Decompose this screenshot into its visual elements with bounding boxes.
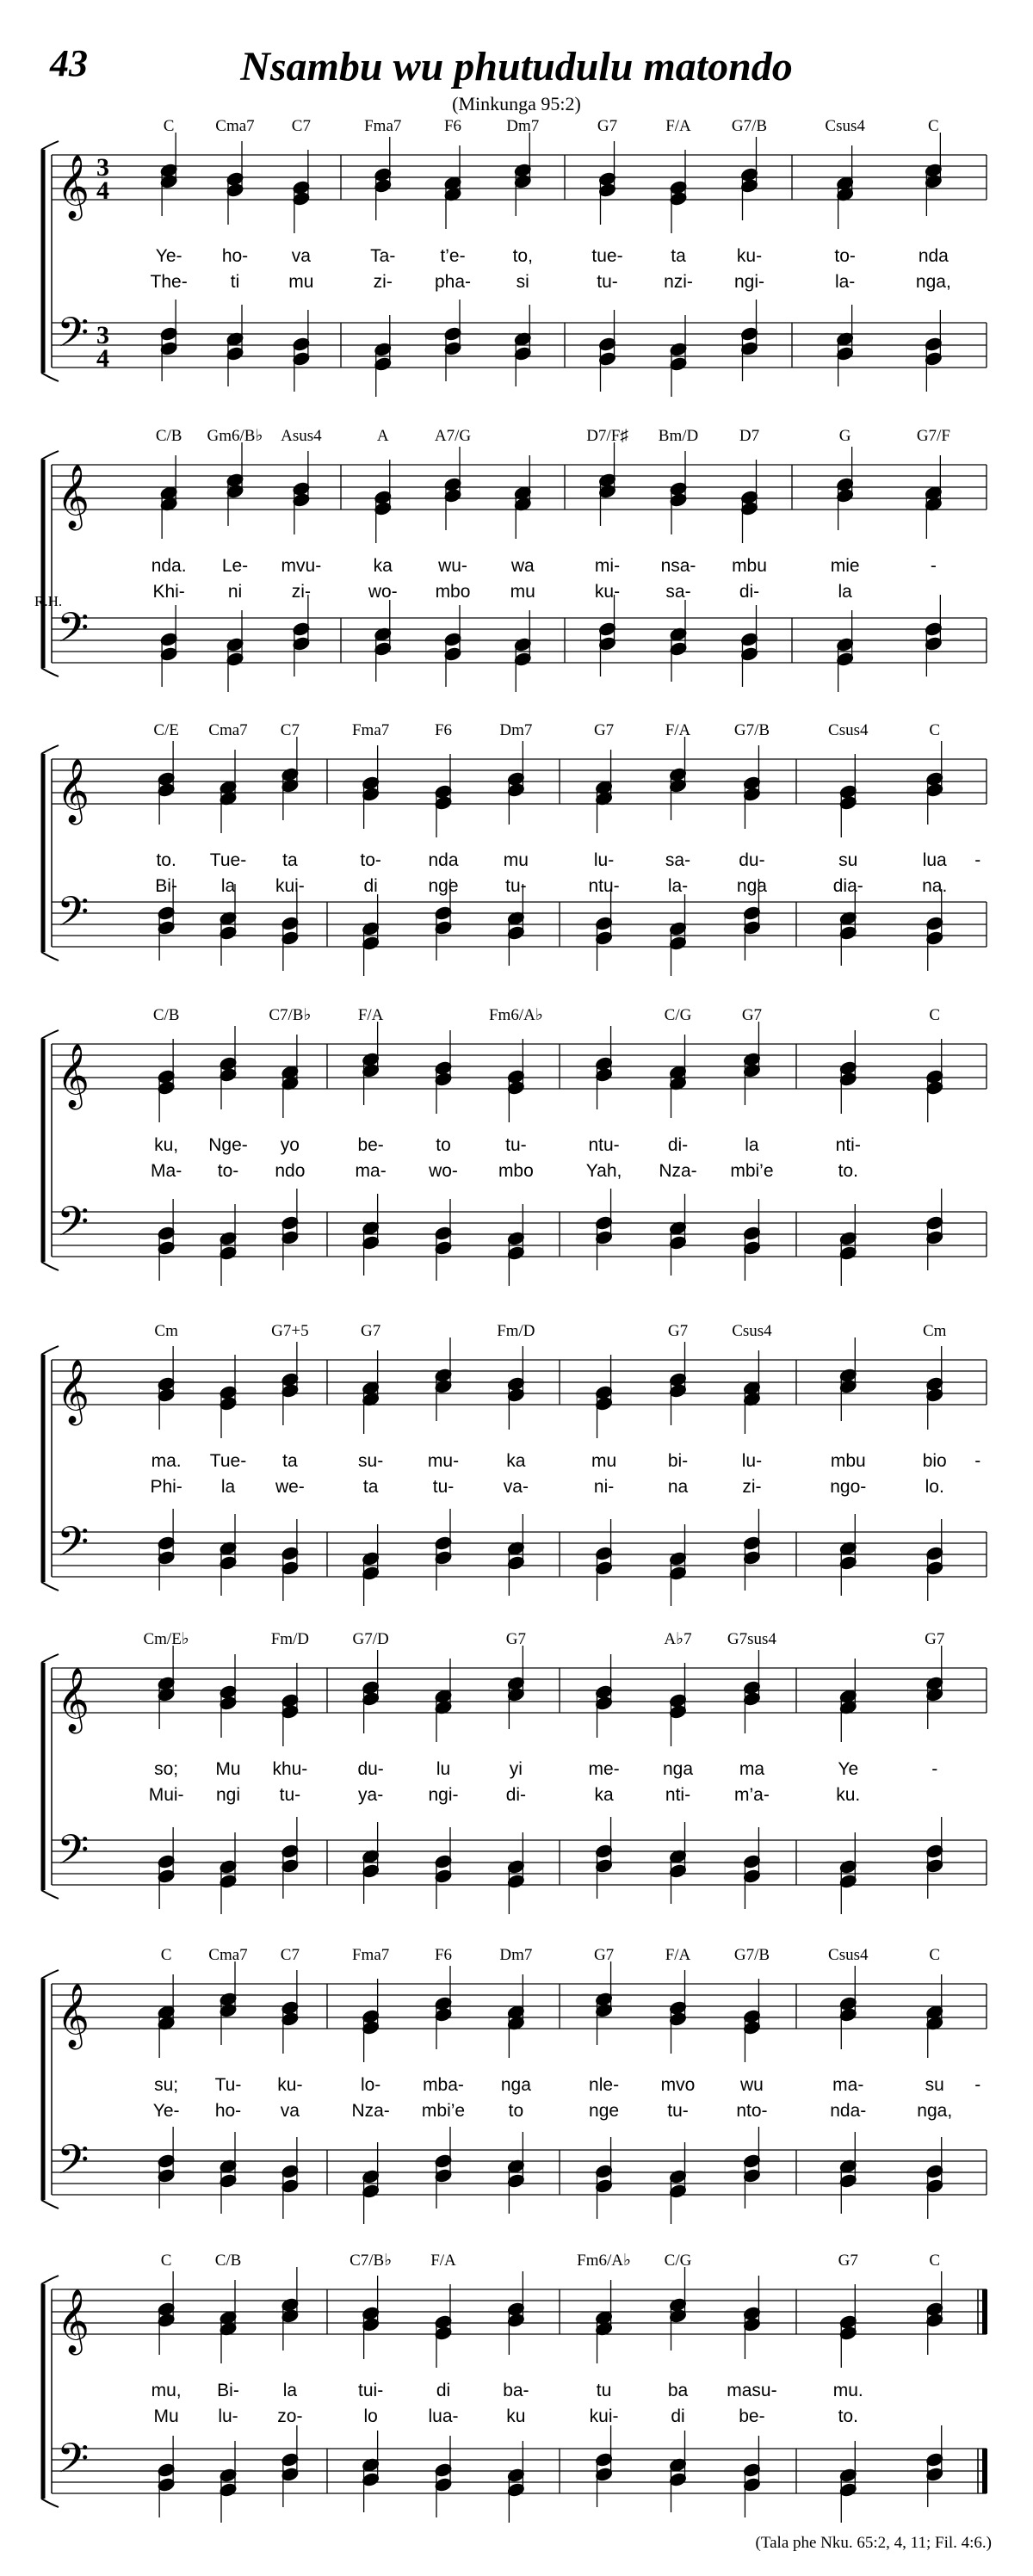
- chord-symbol: G7: [505, 1630, 526, 1648]
- lyric-syllable: ya-: [358, 1785, 384, 1805]
- chord-symbol: G7: [741, 1006, 763, 1024]
- lyric-syllable: to: [436, 1135, 451, 1155]
- lyric-syllable: ba-: [503, 2381, 529, 2400]
- chord-symbol: Csus4: [828, 1946, 869, 1964]
- lyric-syllable: to.: [838, 2406, 858, 2426]
- lyric-syllable: la: [838, 582, 852, 602]
- chord-symbol: Cma7: [215, 117, 255, 135]
- lyric-syllable: lu-: [218, 2406, 238, 2426]
- chord-symbol: Fma7: [351, 721, 390, 739]
- lyric-syllable: lua: [922, 850, 947, 870]
- treble-clef-icon: 𝄞: [57, 1360, 90, 1424]
- lyric-syllable: mu: [503, 850, 529, 870]
- lyric-syllable: tu-: [597, 272, 618, 292]
- chord-symbol: G7: [667, 1322, 689, 1340]
- lyric-syllable: ngo-: [830, 1477, 867, 1497]
- lyric-syllable: mu: [591, 1451, 617, 1471]
- chord-symbol: Cm/E♭: [143, 1630, 189, 1648]
- lyric-syllable: mvo: [660, 2075, 696, 2095]
- lyric-syllable: be-: [357, 1135, 384, 1155]
- chord-symbol: C: [929, 1006, 941, 1024]
- lyric-syllable: la-: [667, 876, 689, 896]
- chord-symbol: C/G: [664, 1006, 692, 1024]
- chord-symbol: C: [160, 1946, 172, 1964]
- lyric-syllable: so;: [154, 1759, 179, 1779]
- lyric-syllable: lo: [363, 2406, 378, 2426]
- time-signature-bottom: 4: [96, 176, 109, 205]
- lyric-syllable: ta: [282, 850, 298, 870]
- treble-clef-icon: 𝄞: [57, 1668, 90, 1732]
- lyric-syllable: t’e-: [440, 246, 466, 266]
- footnote-references: (Tala phe Nku. 65:2, 4, 11; Fil. 4:6.): [755, 2534, 992, 2552]
- treble-clef-icon: 𝄞: [57, 1984, 90, 2048]
- lyric-syllable: to: [508, 2101, 524, 2121]
- system-2: [34, 427, 987, 692]
- lyric-syllable: ku: [506, 2406, 526, 2426]
- lyric-syllable: nga: [500, 2075, 531, 2095]
- lyric-syllable: ti: [230, 272, 240, 292]
- chord-symbol: F/A: [430, 2252, 456, 2270]
- lyric-syllable: nge: [589, 2101, 620, 2121]
- bass-clef-icon: 𝄢: [57, 2135, 90, 2194]
- chord-symbol: Csus4: [732, 1322, 772, 1340]
- chord-symbol: Csus4: [828, 721, 869, 739]
- lyric-syllable: mbi’e: [730, 1161, 774, 1181]
- lyric-syllable: Khi-: [152, 582, 185, 602]
- lyric-syllable: nga: [736, 876, 767, 896]
- chord-symbol: G7: [925, 1630, 945, 1648]
- lyric-syllable: Tu-: [214, 2075, 242, 2095]
- chord-symbol: Cm: [923, 1322, 947, 1340]
- chord-symbol: C7: [280, 721, 300, 739]
- bass-clef-icon: 𝄢: [57, 887, 90, 946]
- lyric-syllable: nga: [662, 1759, 694, 1779]
- chord-symbol: C7/B♭: [269, 1006, 312, 1024]
- chord-symbol: G7sus4: [727, 1630, 776, 1648]
- lyric-syllable: ho-: [221, 246, 249, 266]
- lyric-syllable: du-: [357, 1759, 384, 1779]
- chord-symbol: G7: [597, 117, 618, 135]
- lyric-syllable: mu.: [832, 2381, 863, 2400]
- chord-symbol: Dm7: [506, 117, 540, 135]
- lyric-syllable: tu: [596, 2381, 612, 2400]
- chord-symbol: Fm/D: [270, 1630, 310, 1648]
- hymn-title: Nsambu wu phutudulu matondo: [240, 44, 793, 90]
- chord-symbol: Csus4: [825, 117, 865, 135]
- chord-symbol: C: [929, 2252, 941, 2270]
- lyric-syllable: la: [745, 1135, 759, 1155]
- lyric-syllable: bio: [922, 1451, 947, 1471]
- lyric-syllable: Ta-: [370, 246, 396, 266]
- chord-symbol: Fma7: [351, 1946, 390, 1964]
- chord-symbol: C7: [280, 1946, 300, 1964]
- lyric-syllable: du-: [739, 850, 765, 870]
- lyric-syllable: nto-: [736, 2101, 768, 2121]
- chord-symbol: G7/F: [916, 427, 950, 445]
- lyric-syllable: su;: [154, 2075, 179, 2095]
- lyric-syllable: tu-: [505, 876, 527, 896]
- lyric-syllable: la: [220, 876, 236, 896]
- bass-clef-icon: 𝄢: [57, 1197, 90, 1256]
- lyric-syllable: Yah,: [585, 1161, 622, 1181]
- lyric-syllable: -: [974, 850, 981, 870]
- chord-symbol: G: [838, 427, 851, 445]
- lyric-syllable: Mu: [215, 1759, 241, 1779]
- lyric-syllable: mbo: [435, 582, 471, 602]
- chord-symbol: Dm7: [499, 721, 533, 739]
- lyric-syllable: ngi-: [733, 272, 765, 292]
- chord-symbol: G7/B: [731, 117, 768, 135]
- lyric-syllable: mbo: [498, 1161, 534, 1181]
- chord-symbol: C/E: [153, 721, 179, 739]
- lyric-syllable: masu-: [727, 2381, 777, 2400]
- lyric-syllable: ta: [362, 1477, 379, 1497]
- lyric-syllable: bi-: [667, 1451, 689, 1471]
- lyric-syllable: Tue-: [209, 850, 247, 870]
- lyric-syllable: lo.: [925, 1477, 944, 1497]
- lyric-syllable: ka: [594, 1785, 614, 1805]
- chord-symbol: F/A: [665, 721, 691, 739]
- lyric-syllable: ku-: [736, 246, 763, 266]
- lyric-syllable: mbu: [830, 1451, 866, 1471]
- chord-symbol: C: [163, 117, 175, 135]
- lyric-syllable: m’a-: [734, 1785, 770, 1805]
- lyric-syllable: mba-: [423, 2075, 464, 2095]
- lyric-syllable: zi-: [742, 1477, 762, 1497]
- lyric-syllable: nda-: [830, 2101, 867, 2121]
- lyric-syllable: ka: [506, 1451, 526, 1471]
- lyric-syllable: to-: [360, 850, 381, 870]
- chord-symbol: G7/B: [733, 721, 770, 739]
- chord-symbol: C/B: [155, 427, 182, 445]
- lyric-syllable: kui-: [275, 876, 305, 896]
- lyric-syllable: di-: [667, 1135, 689, 1155]
- final-barline: [982, 2289, 987, 2334]
- lyric-syllable: Mu: [153, 2406, 179, 2426]
- chord-symbol: Gm6/B♭: [207, 427, 263, 445]
- lyric-syllable: ma-: [355, 1161, 387, 1181]
- lyric-syllable: Ye-: [152, 2101, 180, 2121]
- lyric-syllable: khu-: [272, 1759, 308, 1779]
- lyric-syllable: nda: [918, 246, 949, 266]
- lyric-syllable: Bi-: [217, 2381, 239, 2400]
- chord-symbol: G7: [361, 1322, 381, 1340]
- lyric-syllable: -: [974, 2075, 981, 2095]
- lyric-syllable: tue-: [591, 246, 623, 266]
- lyric-syllable: Le-: [221, 556, 249, 576]
- chord-symbol: Fm6/A♭: [488, 1006, 543, 1024]
- lyric-syllable: mbi’e: [421, 2101, 466, 2121]
- chord-symbol: C7/B♭: [349, 2252, 393, 2270]
- chord-symbol: A♭7: [664, 1630, 692, 1648]
- lyric-syllable: -: [930, 556, 937, 576]
- lyric-syllable: tu-: [667, 2101, 689, 2121]
- bass-clef-icon: 𝄢: [57, 603, 90, 662]
- lyric-syllable: di: [363, 876, 378, 896]
- lyric-syllable: ta: [282, 1451, 298, 1471]
- lyric-syllable: mu: [510, 582, 535, 602]
- lyric-syllable: nzi-: [664, 272, 693, 292]
- system-1: [41, 117, 987, 397]
- lyric-syllable: di-: [505, 1785, 527, 1805]
- lyric-syllable: ngi-: [428, 1785, 459, 1805]
- chord-symbol: D7/F♯: [586, 427, 628, 445]
- chord-symbol: Fm6/A♭: [577, 2252, 631, 2270]
- treble-clef-icon: 𝄞: [57, 155, 90, 219]
- chord-symbol: Bm/D: [658, 427, 699, 445]
- lyric-syllable: tui-: [358, 2381, 384, 2400]
- chord-symbol: C: [929, 721, 941, 739]
- chord-symbol: F/A: [665, 1946, 691, 1964]
- lyric-syllable: Nza-: [351, 2101, 390, 2121]
- lyric-syllable: ntu-: [588, 1135, 620, 1155]
- lyric-syllable: pha-: [434, 272, 472, 292]
- lyric-syllable: la: [282, 2381, 298, 2400]
- system-5: [41, 1322, 987, 1606]
- final-barline: [982, 2449, 987, 2493]
- lyric-syllable: ni: [227, 582, 243, 602]
- lyric-syllable: wu-: [438, 556, 467, 576]
- lyric-syllable: ho-: [214, 2101, 242, 2121]
- lyric-syllable: kui-: [589, 2406, 619, 2426]
- lyric-syllable: tu-: [279, 1785, 301, 1805]
- treble-clef-icon: 𝄞: [57, 1044, 90, 1108]
- lyric-syllable: di: [671, 2406, 685, 2426]
- lyric-syllable: ni-: [593, 1477, 615, 1497]
- bass-clef-icon: 𝄢: [57, 308, 90, 367]
- lyric-syllable: ku-: [594, 582, 621, 602]
- lyric-syllable: -: [931, 1759, 938, 1779]
- chord-symbol: A7/G: [434, 427, 472, 445]
- lyric-syllable: to-: [217, 1161, 239, 1181]
- hymn-number: 43: [50, 42, 88, 84]
- chord-symbol: G7/D: [352, 1630, 389, 1648]
- right-hand-mark: R.H.: [34, 593, 63, 609]
- lyric-syllable: ku,: [154, 1135, 179, 1155]
- chord-symbol: F/A: [357, 1006, 384, 1024]
- system-4: [41, 1006, 987, 1286]
- lyric-syllable: tu-: [505, 1135, 527, 1155]
- lyric-syllable: ka: [373, 556, 393, 576]
- lyric-syllable: ma-: [832, 2075, 864, 2095]
- chord-symbol: D7: [739, 427, 760, 445]
- chord-symbol: F/A: [665, 117, 691, 135]
- lyric-syllable: ma.: [151, 1451, 182, 1471]
- chord-symbol: Cma7: [208, 1946, 248, 1964]
- lyric-syllable: nti-: [665, 1785, 691, 1805]
- chord-symbol: G7: [593, 721, 615, 739]
- lyric-syllable: ku.: [836, 1785, 861, 1805]
- system-6: [41, 1630, 987, 1914]
- lyric-syllable: mu-: [427, 1451, 460, 1471]
- time-signature-top: 3: [96, 153, 109, 182]
- lyric-syllable: su: [925, 2075, 944, 2095]
- lyric-syllable: lu-: [593, 850, 615, 870]
- lyric-syllable: nda.: [151, 556, 187, 576]
- lyric-syllable: mu,: [151, 2381, 182, 2400]
- chord-symbol: F6: [434, 721, 453, 739]
- chord-symbol: Cma7: [208, 721, 248, 739]
- chord-symbol: C7: [291, 117, 311, 135]
- chord-symbol: A: [376, 427, 389, 445]
- lyric-syllable: wo-: [429, 1161, 458, 1181]
- chord-symbol: G7: [593, 1946, 615, 1964]
- lyric-syllable: nga,: [917, 2101, 953, 2121]
- lyric-syllable: nga,: [915, 272, 951, 292]
- lyric-syllable: zo-: [277, 2406, 303, 2426]
- lyric-syllable: si: [516, 272, 529, 292]
- treble-clef-icon: 𝄞: [57, 465, 90, 528]
- chord-symbol: G7: [838, 2252, 858, 2270]
- lyric-syllable: ntu-: [588, 876, 620, 896]
- chord-symbol: C: [160, 2252, 172, 2270]
- lyric-syllable: wo-: [368, 582, 398, 602]
- chord-symbol: C/G: [664, 2252, 692, 2270]
- lyric-syllable: to.: [838, 1161, 858, 1181]
- lyric-syllable: dia-: [832, 876, 863, 896]
- lyric-syllable: nge: [428, 876, 459, 896]
- lyric-syllable: va-: [503, 1477, 529, 1497]
- lyric-syllable: to.: [156, 850, 176, 870]
- lyric-syllable: to-: [834, 246, 856, 266]
- chord-symbol: F6: [434, 1946, 453, 1964]
- lyric-syllable: Ma-: [151, 1161, 182, 1181]
- lyric-syllable: zi-: [373, 272, 393, 292]
- lyric-syllable: sa-: [665, 850, 691, 870]
- lyric-syllable: Nge-: [208, 1135, 248, 1155]
- chord-symbol: C: [929, 1946, 941, 1964]
- lyric-syllable: me-: [588, 1759, 620, 1779]
- lyric-syllable: we-: [275, 1477, 305, 1497]
- scripture-reference: (Minkunga 95:2): [452, 93, 581, 114]
- system-3: [41, 721, 987, 976]
- lyric-syllable: -: [974, 1451, 981, 1471]
- lyric-syllable: tu-: [432, 1477, 455, 1497]
- bass-clef-icon: 𝄢: [57, 2434, 90, 2493]
- chord-symbol: F6: [443, 117, 462, 135]
- lyric-syllable: na: [667, 1477, 689, 1497]
- lyric-syllable: va: [291, 246, 311, 266]
- lyric-syllable: to,: [512, 246, 533, 266]
- lyric-syllable: lua-: [428, 2406, 459, 2426]
- lyric-syllable: Ye-: [155, 246, 182, 266]
- chord-symbol: Dm7: [499, 1946, 533, 1964]
- bass-clef-icon: 𝄢: [57, 1517, 90, 1576]
- chord-symbol: Cm: [154, 1322, 178, 1340]
- lyric-syllable: lo-: [360, 2075, 381, 2095]
- lyric-syllable: va: [280, 2101, 300, 2121]
- treble-clef-icon: 𝄞: [57, 759, 90, 823]
- system-8: [41, 2252, 987, 2523]
- lyric-syllable: di-: [739, 582, 760, 602]
- lyric-syllable: mi-: [594, 556, 621, 576]
- lyric-syllable: ku-: [277, 2075, 303, 2095]
- chord-symbol: C/B: [152, 1006, 180, 1024]
- lyric-syllable: be-: [739, 2406, 765, 2426]
- lyric-syllable: ta: [671, 246, 686, 266]
- lyric-syllable: mie: [830, 556, 860, 576]
- lyric-syllable: mvu-: [281, 556, 322, 576]
- lyric-syllable: Mui-: [148, 1785, 184, 1805]
- lyric-syllable: yi: [509, 1759, 523, 1779]
- lyric-syllable: nle-: [589, 2075, 620, 2095]
- lyric-syllable: na.: [922, 876, 948, 896]
- treble-clef-icon: 𝄞: [57, 2289, 90, 2353]
- time-signature-top: 3: [96, 321, 109, 349]
- lyric-syllable: mbu: [732, 556, 767, 576]
- lyric-syllable: la-: [834, 272, 856, 292]
- chord-symbol: Fma7: [364, 117, 402, 135]
- lyric-syllable: Nza-: [659, 1161, 697, 1181]
- lyric-syllable: mu: [288, 272, 314, 292]
- time-signature-bottom: 4: [96, 344, 109, 373]
- chord-symbol: Fm/D: [497, 1322, 535, 1340]
- lyric-syllable: zi-: [291, 582, 311, 602]
- lyric-syllable: ngi: [215, 1785, 241, 1805]
- lyric-syllable: wu: [740, 2075, 764, 2095]
- lyric-syllable: nti-: [835, 1135, 861, 1155]
- lyric-syllable: su: [838, 850, 858, 870]
- lyric-syllable: The-: [150, 272, 188, 292]
- chord-symbol: C/B: [214, 2252, 242, 2270]
- lyric-syllable: su-: [358, 1451, 384, 1471]
- lyric-syllable: Ye: [838, 1759, 859, 1779]
- lyric-syllable: Bi-: [155, 876, 177, 896]
- lyric-syllable: lu: [436, 1759, 451, 1779]
- lyric-syllable: la: [220, 1477, 236, 1497]
- system-7: [41, 1946, 987, 2224]
- lyric-syllable: nda: [428, 850, 459, 870]
- lyric-syllable: di: [436, 2381, 451, 2400]
- chord-symbol: Asus4: [281, 427, 322, 445]
- lyric-syllable: ndo: [275, 1161, 306, 1181]
- lyric-syllable: Tue-: [209, 1451, 247, 1471]
- lyric-syllable: wa: [510, 556, 535, 576]
- lyric-syllable: lu-: [741, 1451, 763, 1471]
- lyric-syllable: sa-: [665, 582, 691, 602]
- bass-clef-icon: 𝄢: [57, 1825, 90, 1884]
- chord-symbol: G7+5: [271, 1322, 309, 1340]
- chord-symbol: G7/B: [733, 1946, 770, 1964]
- lyric-syllable: Phi-: [150, 1477, 182, 1497]
- lyric-syllable: nsa-: [660, 556, 696, 576]
- lyric-syllable: ba: [667, 2381, 689, 2400]
- lyric-syllable: yo: [280, 1135, 300, 1155]
- lyric-syllable: ma: [739, 1759, 765, 1779]
- chord-symbol: C: [928, 117, 939, 135]
